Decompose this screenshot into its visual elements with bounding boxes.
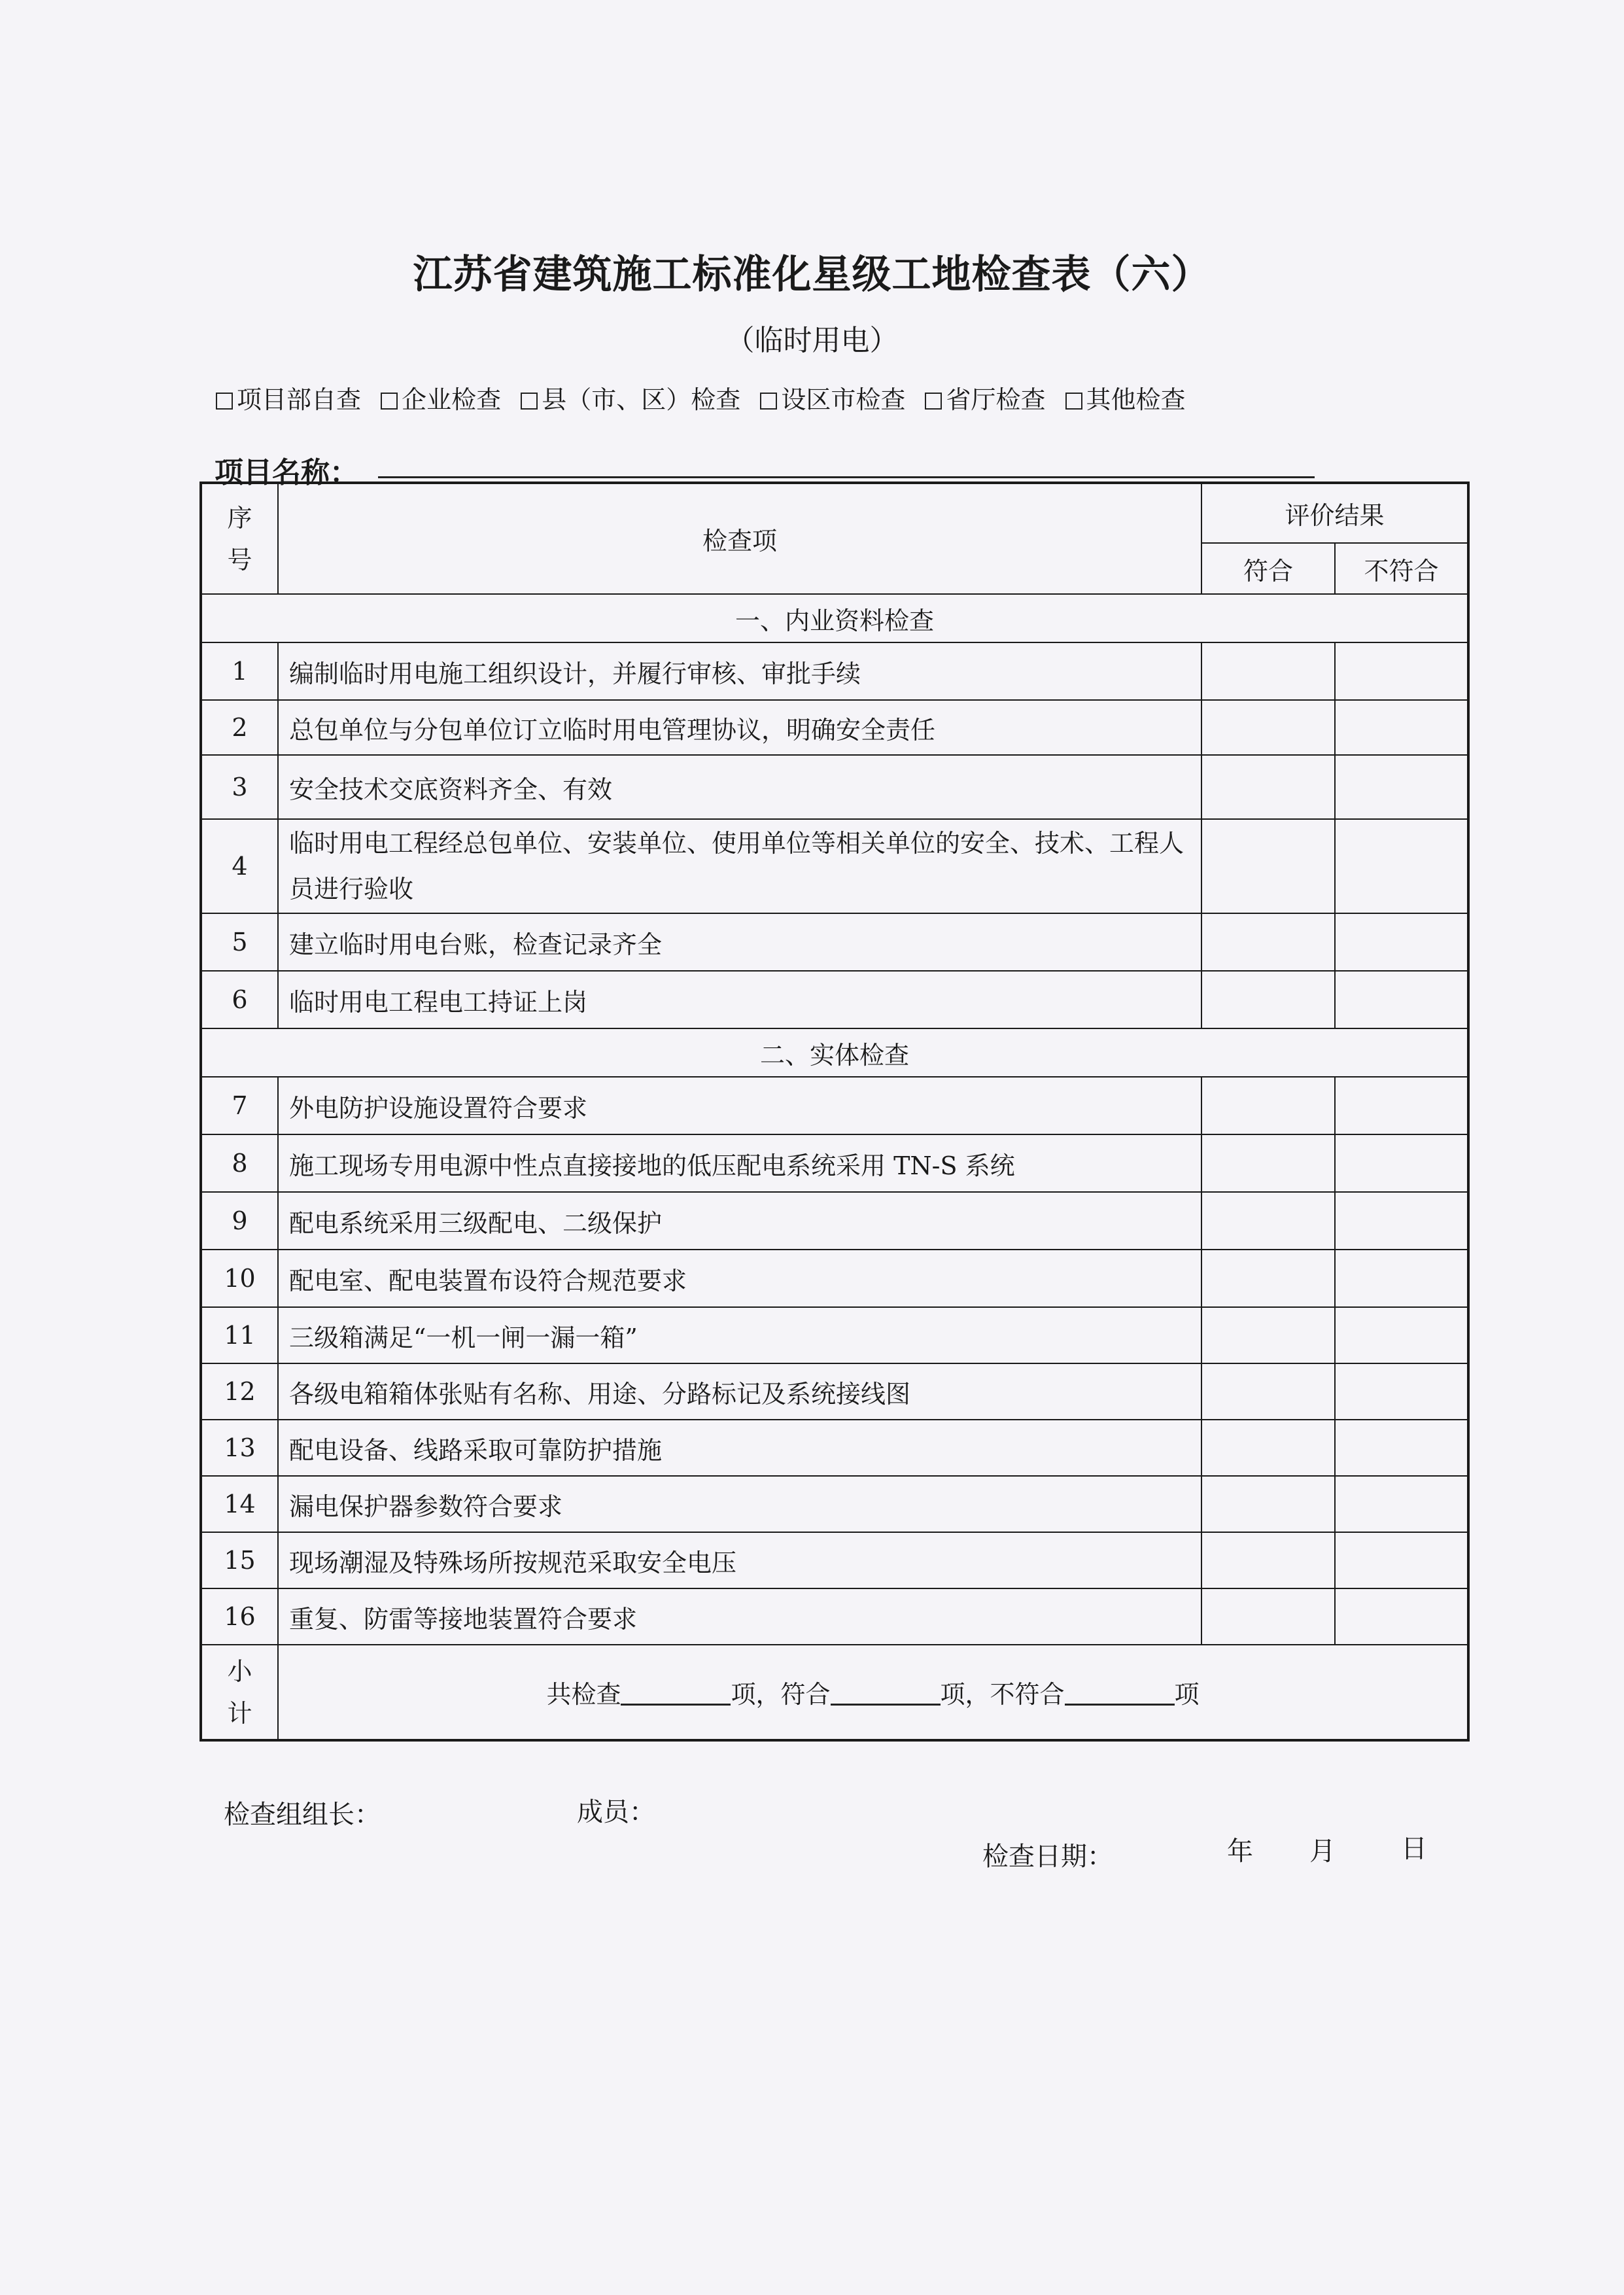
date-label: 检查日期：: [982, 1842, 1113, 1872]
fail-cell[interactable]: [1335, 913, 1468, 971]
table-row: [201, 1192, 1468, 1250]
table-row: [201, 971, 1468, 1028]
header-pass: 符合: [1201, 543, 1335, 594]
total-count-field[interactable]: [621, 1684, 731, 1706]
pass-cell[interactable]: [1201, 1420, 1335, 1476]
check-option-label: 省厅检查: [946, 385, 1046, 414]
table-row: [201, 1588, 1468, 1645]
table-row: [201, 1077, 1468, 1134]
table-row: [201, 1420, 1468, 1476]
inspection-type-options: [216, 379, 1198, 415]
row-item: 配电室、配电装置布设符合规范要求: [278, 1250, 1201, 1307]
table-row: [201, 700, 1468, 755]
row-item: 临时用电工程电工持证上岗: [278, 971, 1201, 1028]
row-number: 10: [201, 1250, 278, 1307]
row-item: 施工现场专用电源中性点直接接地的低压配电系统采用 TN-S 系统: [278, 1134, 1201, 1192]
subtotal-label-a: 小: [227, 1656, 252, 1686]
row-item: 各级电箱箱体张贴有名称、用途、分路标记及系统接线图: [278, 1363, 1201, 1420]
row-number: 4: [201, 819, 278, 913]
header-result: 评价结果: [1201, 483, 1468, 543]
row-number: 12: [201, 1363, 278, 1420]
pass-cell[interactable]: [1201, 1363, 1335, 1420]
subtotal-text-total: 共检查: [546, 1680, 621, 1709]
check-option-province[interactable]: [925, 379, 1045, 415]
check-option-label: 其他检查: [1086, 385, 1186, 414]
fail-cell[interactable]: [1335, 642, 1468, 700]
pass-cell[interactable]: [1201, 819, 1335, 913]
members-label: 成员：: [577, 1797, 655, 1827]
section-title-docs: 一、内业资料检查: [201, 594, 1468, 642]
table-row: [201, 819, 1468, 913]
fail-cell[interactable]: [1335, 1420, 1468, 1476]
row-item: 外电防护设施设置符合要求: [278, 1077, 1201, 1134]
check-option-city[interactable]: [760, 379, 905, 415]
subtotal-label: [201, 1645, 278, 1740]
date-day: 日: [1401, 1834, 1427, 1864]
table-row: [201, 1134, 1468, 1192]
row-number: 13: [201, 1420, 278, 1476]
row-number: 2: [201, 700, 278, 755]
row-number: 1: [201, 642, 278, 700]
fail-count-field[interactable]: [1065, 1684, 1175, 1706]
row-item: 重复、防雷等接地装置符合要求: [278, 1588, 1201, 1645]
row-item: 配电设备、线路采取可靠防护措施: [278, 1420, 1201, 1476]
row-item: 建立临时用电台账，检查记录齐全: [278, 913, 1201, 971]
pass-cell[interactable]: [1201, 1307, 1335, 1363]
table-row: [201, 1250, 1468, 1307]
row-item: 漏电保护器参数符合要求: [278, 1476, 1201, 1532]
pass-cell[interactable]: [1201, 1192, 1335, 1250]
date-year: 年: [1227, 1836, 1253, 1866]
row-number: 3: [201, 755, 278, 819]
page-title: 江苏省建筑施工标准化星级工地检查表（六）: [413, 252, 1211, 298]
row-item: 安全技术交底资料齐全、有效: [278, 755, 1201, 819]
pass-count-field[interactable]: [831, 1684, 941, 1706]
fail-cell[interactable]: [1335, 1134, 1468, 1192]
check-option-label: 县（市、区）检查: [542, 385, 741, 414]
header-index-b: 号: [227, 545, 252, 574]
page-subtitle: （临时用电）: [725, 324, 899, 357]
row-number: 6: [201, 971, 278, 1028]
check-option-label: 项目部自查: [237, 385, 362, 414]
fail-cell[interactable]: [1335, 1307, 1468, 1363]
row-number: 14: [201, 1476, 278, 1532]
project-name-field[interactable]: [378, 476, 1315, 478]
row-item: 配电系统采用三级配电、二级保护: [278, 1192, 1201, 1250]
row-item: 临时用电工程经总包单位、安装单位、使用单位等相关单位的安全、技术、工程人员进行验收: [278, 819, 1201, 913]
check-option-label: 企业检查: [402, 385, 502, 414]
row-number: 7: [201, 1077, 278, 1134]
check-option-project-self[interactable]: [216, 379, 361, 415]
table-row: [201, 913, 1468, 971]
header-index: [201, 483, 278, 594]
pass-cell[interactable]: [1201, 642, 1335, 700]
header-item: 检查项: [278, 483, 1201, 594]
fail-cell[interactable]: [1335, 1192, 1468, 1250]
subtotal-text-pass: 项，符合: [731, 1680, 831, 1709]
checkbox-icon[interactable]: [925, 393, 942, 410]
pass-cell[interactable]: [1201, 700, 1335, 755]
table-row: [201, 1532, 1468, 1588]
pass-cell[interactable]: [1201, 971, 1335, 1028]
check-option-enterprise[interactable]: [381, 379, 501, 415]
fail-cell[interactable]: [1335, 1363, 1468, 1420]
checkbox-icon[interactable]: [216, 393, 233, 410]
checkbox-icon[interactable]: [521, 393, 538, 410]
date-month: 月: [1309, 1836, 1336, 1866]
row-item: 三级箱满足“一机一闸一漏一箱”: [278, 1307, 1201, 1363]
pass-cell[interactable]: [1201, 1588, 1335, 1645]
header-fail: 不符合: [1335, 543, 1468, 594]
row-number: 15: [201, 1532, 278, 1588]
checkbox-icon[interactable]: [760, 393, 777, 410]
fail-cell[interactable]: [1335, 1476, 1468, 1532]
pass-cell[interactable]: [1201, 755, 1335, 819]
fail-cell[interactable]: [1335, 819, 1468, 913]
check-option-label: 设区市检查: [781, 385, 906, 414]
row-number: 9: [201, 1192, 278, 1250]
subtotal-text-fail: 项，不符合: [940, 1680, 1065, 1709]
check-option-county[interactable]: [521, 379, 740, 415]
leader-label: 检查组组长：: [224, 1800, 381, 1830]
subtotal-row: [278, 1645, 1468, 1740]
table-row: [201, 1476, 1468, 1532]
pass-cell[interactable]: [1201, 1476, 1335, 1532]
row-number: 11: [201, 1307, 278, 1363]
table-row: [201, 642, 1468, 700]
fail-cell[interactable]: [1335, 971, 1468, 1028]
row-item: 总包单位与分包单位订立临时用电管理协议，明确安全责任: [278, 700, 1201, 755]
row-number: 5: [201, 913, 278, 971]
subtotal-label-b: 计: [227, 1698, 252, 1728]
row-item: 编制临时用电施工组织设计，并履行审核、审批手续: [278, 642, 1201, 700]
table-row: [201, 1363, 1468, 1420]
header-index-a: 序: [227, 503, 252, 533]
pass-cell[interactable]: [1201, 913, 1335, 971]
subtotal-text-end: 项: [1174, 1680, 1200, 1709]
fail-cell[interactable]: [1335, 755, 1468, 819]
pass-cell[interactable]: [1201, 1532, 1335, 1588]
fail-cell[interactable]: [1335, 1588, 1468, 1645]
table-row: [201, 1307, 1468, 1363]
pass-cell[interactable]: [1201, 1134, 1335, 1192]
project-name-label: 项目名称：: [215, 456, 358, 489]
check-option-other[interactable]: [1065, 379, 1186, 415]
pass-cell[interactable]: [1201, 1077, 1335, 1134]
row-number: 16: [201, 1588, 278, 1645]
checkbox-icon[interactable]: [381, 393, 398, 410]
table-row: [201, 755, 1468, 819]
checkbox-icon[interactable]: [1065, 393, 1082, 410]
fail-cell[interactable]: [1335, 1250, 1468, 1307]
fail-cell[interactable]: [1335, 1077, 1468, 1134]
row-number: 8: [201, 1134, 278, 1192]
section-title-physical: 二、实体检查: [201, 1028, 1468, 1077]
fail-cell[interactable]: [1335, 1532, 1468, 1588]
pass-cell[interactable]: [1201, 1250, 1335, 1307]
fail-cell[interactable]: [1335, 700, 1468, 755]
inspection-table: [199, 482, 1470, 1742]
row-item: 现场潮湿及特殊场所按规范采取安全电压: [278, 1532, 1201, 1588]
